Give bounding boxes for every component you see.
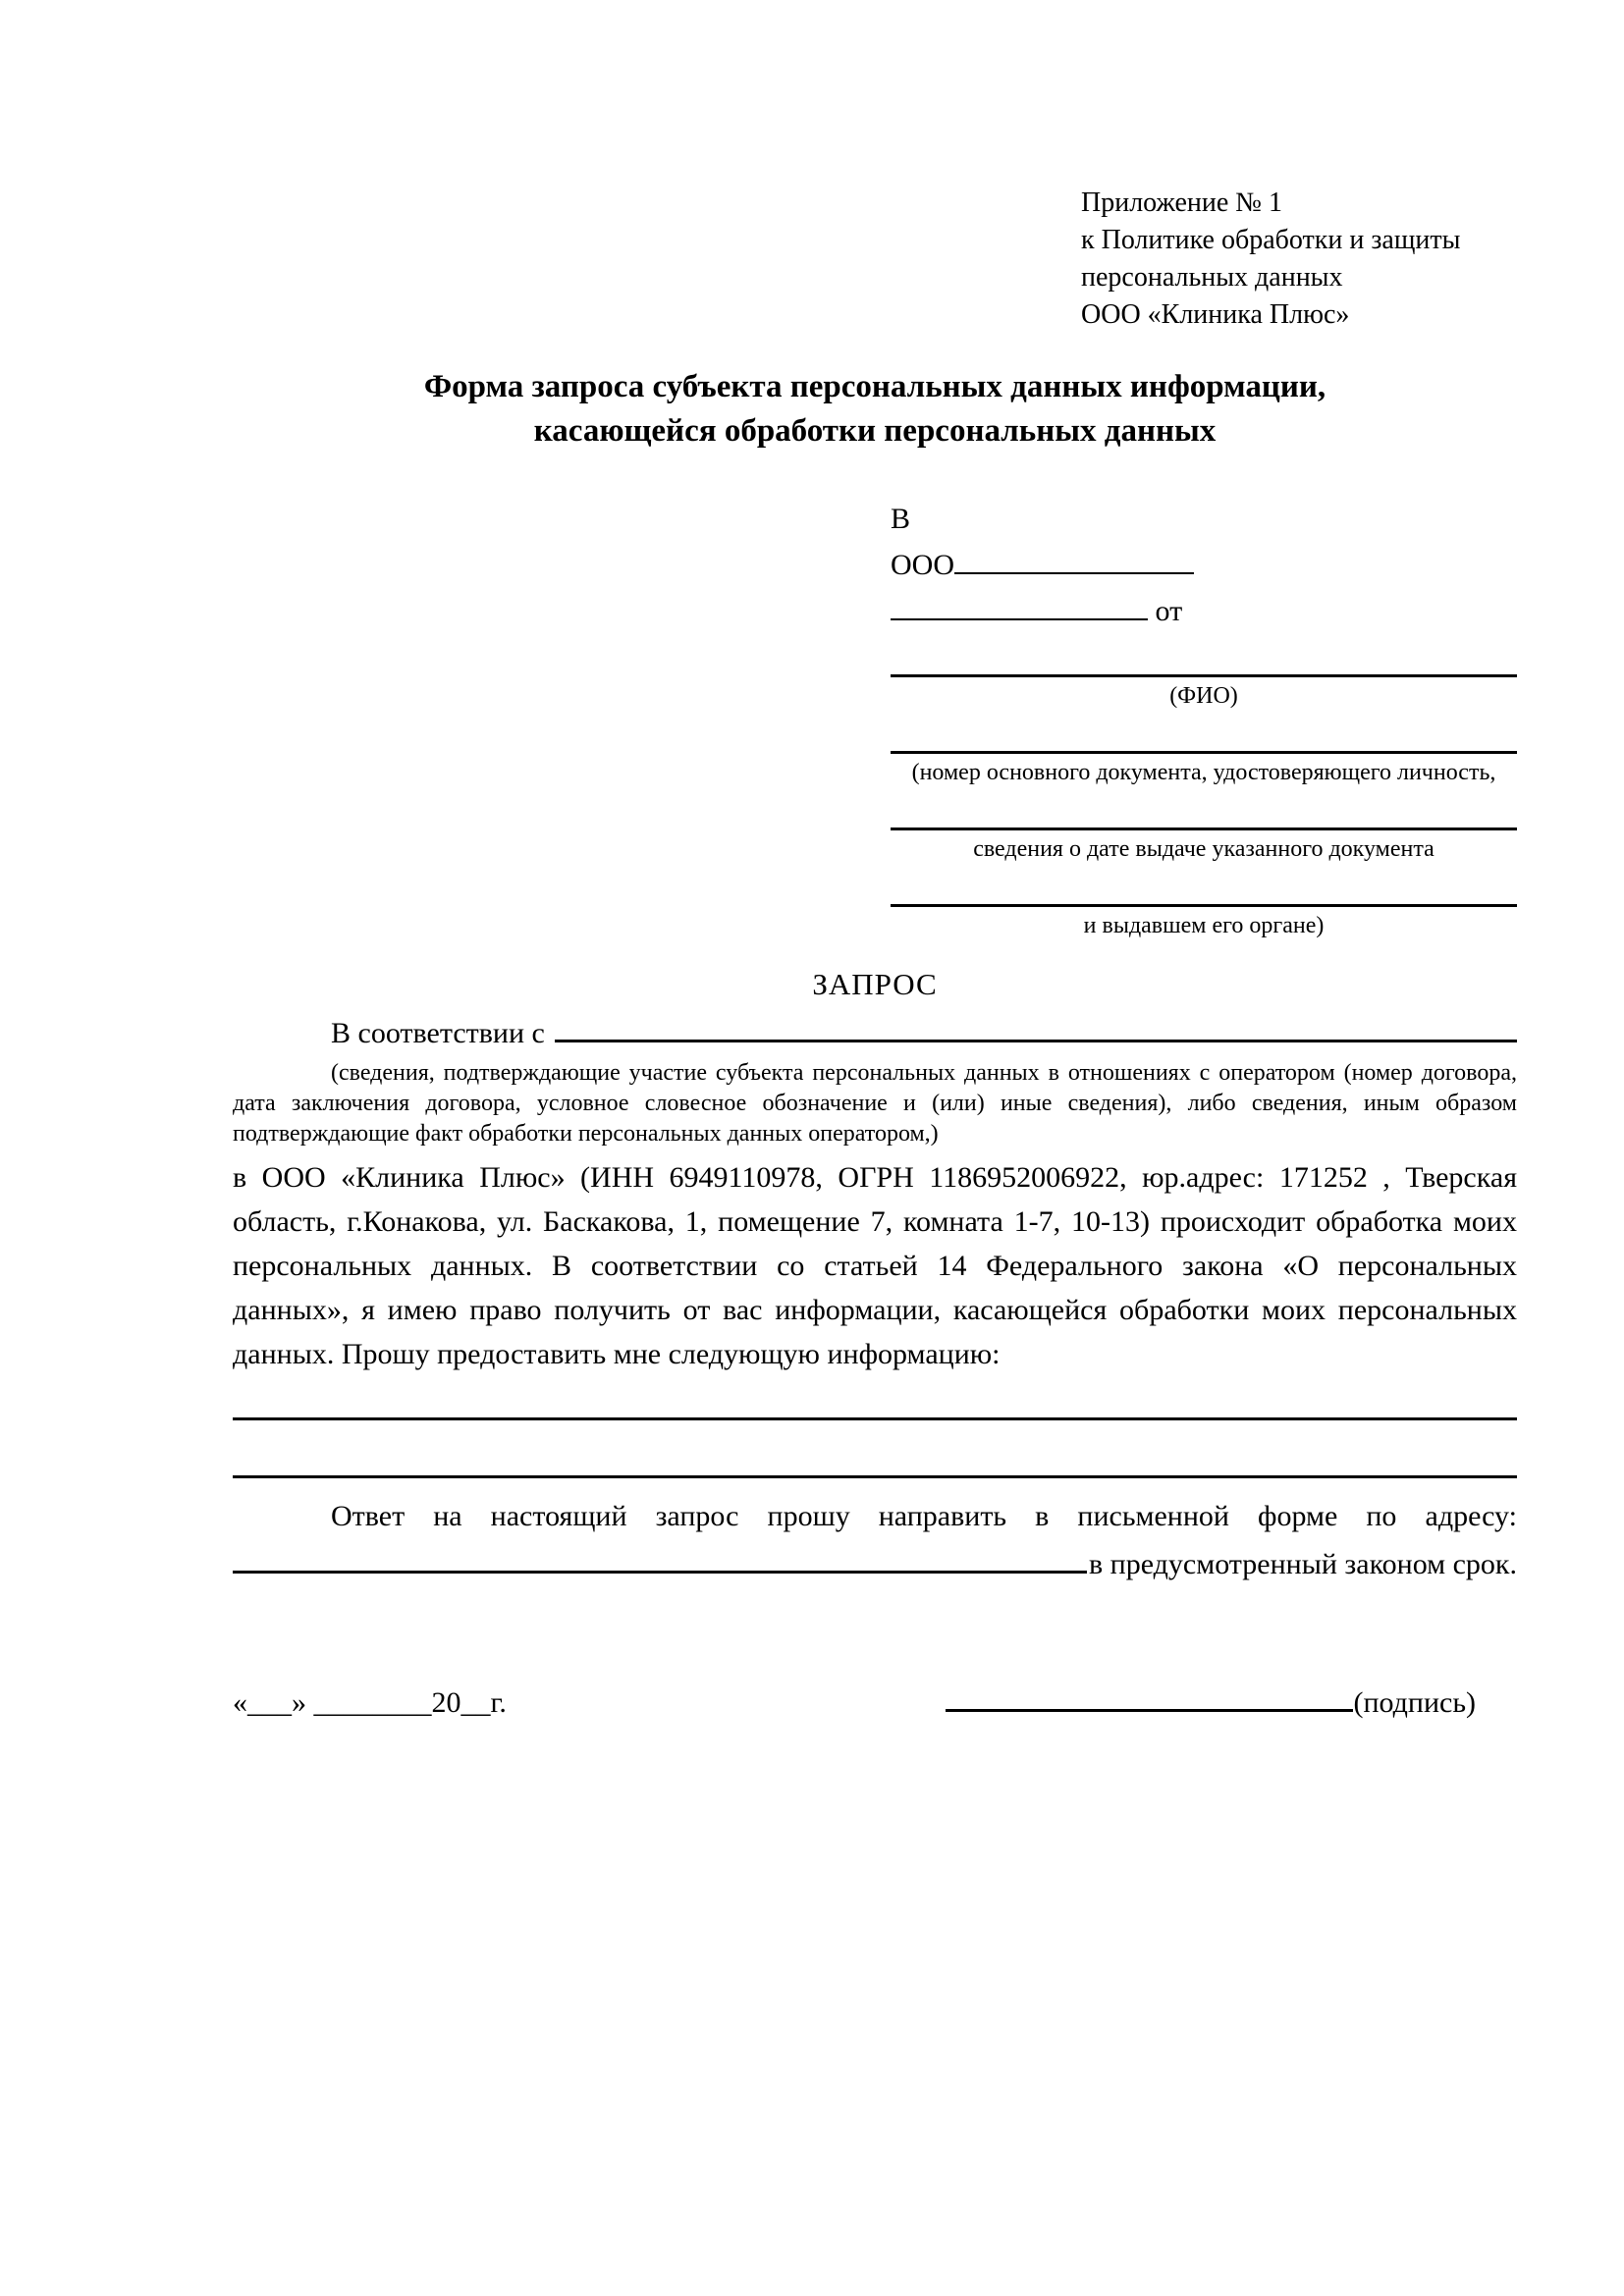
doc-issuer-caption: и выдавшем его органе) bbox=[1083, 913, 1325, 938]
addressee-block bbox=[891, 496, 1517, 940]
basis-line bbox=[233, 1011, 1517, 1056]
request-heading: ЗАПРОС bbox=[812, 967, 938, 1001]
annex-line: ООО «Клиника Плюс» bbox=[1081, 299, 1350, 330]
org-prefix: ООО bbox=[891, 549, 954, 581]
basis-blank-line bbox=[555, 1040, 1517, 1042]
doc-number-caption: (номер основного документа, удостоверяющего личность, bbox=[911, 760, 1496, 785]
info-blank-line-1 bbox=[233, 1417, 1517, 1420]
from-label: от bbox=[1155, 595, 1183, 627]
annex-line: Приложение № 1 bbox=[1081, 187, 1282, 218]
reply-address-line bbox=[233, 1542, 1517, 1586]
signature-caption: (подпись) bbox=[1353, 1686, 1476, 1719]
doc-issuer-blank-line bbox=[891, 893, 1517, 907]
doc-date-field bbox=[891, 817, 1517, 864]
signature-blank-line bbox=[946, 1707, 1353, 1712]
annex-block bbox=[1081, 185, 1517, 334]
doc-number-blank-line bbox=[891, 740, 1517, 754]
document-content bbox=[233, 0, 1517, 1725]
annex-line: персональных данных bbox=[1081, 262, 1343, 293]
doc-number-field bbox=[891, 740, 1517, 787]
reply-paragraph: Ответ на настоящий запрос прошу направить в письменной форме по адресу: bbox=[331, 1500, 1517, 1532]
annex-line: к Политике обработки и защиты bbox=[1081, 225, 1461, 255]
fio-blank-line bbox=[891, 664, 1517, 677]
from-line bbox=[891, 588, 1517, 634]
org-line bbox=[891, 542, 1517, 588]
basis-caption: (сведения, подтверждающие участие субъекта персональных данных в отношениях с оператором (номер договора, дата заключения договора, условное словесное обозначение и (или) иные сведения), либо сведения, иным образом подтверждающие факт обработки персональных данных оператором,) bbox=[233, 1060, 1517, 1147]
doc-date-blank-line bbox=[891, 817, 1517, 830]
form-title-line1: Форма запроса субъекта персональных данных информации, bbox=[423, 369, 1326, 404]
doc-date-caption: сведения о дате выдаче указанного документа bbox=[973, 836, 1435, 862]
fio-field bbox=[891, 664, 1517, 711]
reply-address-blank-line bbox=[233, 1571, 1087, 1574]
basis-lead-text: В соответствии с bbox=[331, 1017, 545, 1049]
form-title-line2: касающейся обработки персональных данных bbox=[533, 413, 1217, 449]
date-field: «___» ________20__г. bbox=[233, 1686, 507, 1719]
request-body: в ООО «Клиника Плюс» (ИНН 6949110978, ОГРН 1186952006922, юр.адрес: 171252 , Тверская область, г.Конакова, ул. Баскакова, 1, помещение 7, комната 1-7, 10-13) происходит обработка моих персональных данных. В соответствии со статьей 14 Федерального закона «О персональных данных», я имею право получить от вас информации, касающейся обработки моих персональных данных. Прошу предоставить мне следующую информацию: bbox=[233, 1161, 1517, 1370]
from-blank-field bbox=[891, 616, 1148, 620]
reply-suffix: в предусмотренный законом срок. bbox=[1089, 1548, 1517, 1580]
doc-issuer-field bbox=[891, 893, 1517, 940]
info-blank-line-2 bbox=[233, 1475, 1517, 1478]
fio-caption: (ФИО) bbox=[1169, 683, 1238, 709]
footer-row bbox=[233, 1681, 1517, 1725]
signature-group bbox=[946, 1681, 1476, 1725]
org-name-blank-field bbox=[954, 570, 1194, 574]
addressee-to: В bbox=[891, 503, 911, 535]
form-title bbox=[233, 365, 1517, 454]
